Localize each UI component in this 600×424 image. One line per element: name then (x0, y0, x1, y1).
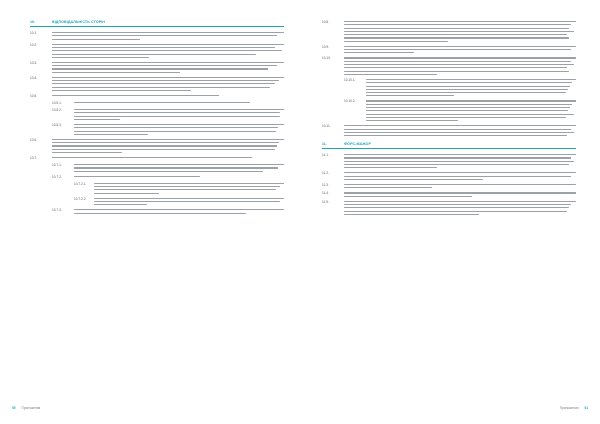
text-line (52, 142, 279, 143)
section-heading-11 (322, 142, 576, 149)
paragraph-p8 (52, 123, 284, 135)
text-line (366, 92, 566, 93)
text-line (94, 204, 147, 205)
text-line (344, 64, 574, 65)
text-line (344, 41, 448, 42)
text-line (344, 211, 567, 212)
text-line (52, 149, 275, 150)
footer-label-right: Приложения (559, 406, 579, 410)
footer-left (12, 406, 40, 410)
paragraph-p7 (52, 108, 284, 120)
section-number: 11. (322, 142, 327, 147)
left-page (30, 20, 284, 217)
text-line (344, 154, 576, 155)
text-line (366, 117, 566, 118)
text-line (344, 172, 576, 173)
paragraph-text (52, 43, 284, 58)
paragraph-text (52, 76, 284, 91)
text-line (94, 198, 284, 199)
text-line (52, 32, 284, 33)
text-line (52, 50, 282, 51)
paragraph-r9 (322, 183, 576, 188)
paragraph-number: 10.1. (30, 31, 38, 35)
footer-right (560, 406, 588, 410)
text-line (344, 167, 437, 168)
paragraph-text (74, 123, 284, 135)
text-line (344, 192, 576, 193)
text-line (94, 193, 159, 194)
text-line (344, 61, 571, 62)
paragraph-r3 (322, 56, 576, 75)
paragraph-text (366, 78, 576, 97)
text-line (344, 187, 432, 188)
text-line (52, 57, 149, 58)
paragraph-number: 11.2. (322, 171, 329, 176)
paragraph-number: 10.7.2. (52, 174, 62, 179)
text-line (74, 102, 250, 103)
footer-label-left: Приложения (21, 406, 41, 410)
paragraph-text (52, 138, 284, 153)
text-line (344, 125, 576, 126)
section-title: ВІДПОВІДАЛЬНІСТЬ СТОРІН (52, 20, 106, 24)
text-line (74, 127, 278, 128)
text-line (74, 124, 284, 125)
text-line (344, 214, 479, 215)
text-line (52, 39, 140, 40)
paragraph-number: 10.2. (30, 42, 38, 47)
paragraph-r4 (344, 78, 576, 97)
text-line (52, 47, 275, 48)
text-line (366, 110, 568, 111)
paragraph-number: 10.7.2.1. (74, 181, 87, 186)
page-number-left: 50 (12, 406, 16, 410)
text-line (74, 209, 284, 210)
text-line (52, 95, 219, 96)
text-line (74, 131, 276, 132)
paragraph-r1 (322, 20, 576, 42)
paragraph-p14 (74, 197, 284, 206)
paragraph-number: 10.7.1. (52, 163, 62, 168)
paragraph-text (94, 182, 284, 194)
text-line (344, 24, 571, 25)
text-line (344, 157, 571, 158)
text-line (366, 107, 570, 108)
paragraph-p3 (30, 61, 284, 73)
text-line (344, 31, 574, 32)
paragraph-number: 10.3. (30, 60, 38, 65)
text-line (52, 54, 256, 55)
paragraph-p15 (52, 208, 284, 213)
text-line (94, 186, 280, 187)
text-line (366, 86, 570, 87)
text-line (344, 71, 569, 72)
paragraph-r2 (322, 45, 576, 54)
text-line (344, 164, 569, 165)
paragraph-number: 10.5.1. (52, 101, 62, 106)
text-line (74, 164, 284, 165)
text-line (344, 201, 576, 202)
paragraph-number: 10.7.2.2. (74, 196, 87, 201)
paragraph-p6 (52, 101, 284, 105)
text-line (52, 157, 252, 158)
paragraph-number: 10.10.1. (344, 77, 356, 82)
text-line (74, 171, 263, 172)
paragraph-text (52, 61, 284, 73)
paragraph-text (344, 153, 576, 168)
text-line (344, 135, 567, 136)
paragraph-number: 10.5.3. (52, 122, 62, 127)
text-line (52, 152, 122, 153)
text-line (366, 79, 576, 80)
paragraph-p4 (30, 76, 284, 91)
text-line (52, 77, 284, 78)
paragraph-p2 (30, 43, 284, 58)
paragraph-text (366, 99, 576, 121)
text-line (344, 57, 576, 58)
paragraph-number: 10.4. (30, 75, 38, 80)
paragraph-number: 10.9. (322, 44, 330, 49)
paragraph-text (344, 191, 576, 196)
text-line (74, 112, 280, 113)
paragraph-p13 (74, 182, 284, 194)
paragraph-number: 10.7. (30, 156, 38, 161)
paragraph-number: 10.6. (30, 137, 38, 142)
text-line (366, 104, 572, 105)
page-number-right: 51 (584, 406, 588, 410)
text-line (344, 204, 571, 205)
text-line (344, 74, 437, 75)
text-line (74, 213, 246, 214)
text-line (344, 196, 472, 197)
paragraph-number: 11.5. (322, 199, 329, 204)
paragraph-p5 (30, 94, 284, 98)
paragraph-number: 10.7.3. (52, 208, 62, 213)
text-line (74, 119, 120, 120)
paragraph-text (74, 108, 284, 120)
text-line (344, 28, 569, 29)
text-line (52, 65, 277, 66)
text-line (52, 87, 270, 88)
section-heading-10 (30, 20, 284, 27)
paragraph-text (344, 124, 576, 136)
right-paragraphs-bottom (322, 153, 576, 215)
text-line (344, 129, 571, 130)
section-title: ФОРС-МАЖОР (344, 142, 371, 147)
paragraph-p11 (52, 163, 284, 172)
text-line (366, 89, 568, 90)
paragraph-text (52, 94, 284, 96)
paragraph-text (74, 208, 284, 213)
text-line (344, 37, 569, 38)
paragraph-text (344, 20, 576, 42)
paragraph-r8 (322, 171, 576, 180)
paragraph-number: 10.10. (322, 56, 331, 61)
text-line (94, 201, 280, 202)
paragraph-r5 (344, 99, 576, 121)
paragraph-text (74, 175, 284, 177)
text-line (52, 80, 279, 81)
text-line (94, 189, 276, 190)
text-line (344, 176, 571, 177)
text-line (344, 184, 576, 185)
text-line (74, 109, 284, 110)
text-line (52, 72, 180, 73)
text-line (366, 95, 454, 96)
paragraph-p1 (30, 31, 284, 40)
paragraph-text (52, 156, 284, 158)
paragraph-text (344, 45, 576, 54)
text-line (366, 100, 576, 101)
text-line (52, 68, 268, 69)
text-line (52, 139, 284, 140)
paragraph-p10 (30, 156, 284, 160)
paragraph-number: 10.8. (322, 20, 330, 24)
paragraph-number: 10.5. (30, 94, 38, 99)
text-line (344, 21, 576, 22)
paragraph-text (74, 163, 284, 172)
text-line (52, 35, 277, 36)
paragraph-number: 10.5.2. (52, 108, 62, 113)
paragraph-text (344, 183, 576, 188)
text-line (344, 132, 574, 133)
paragraph-p12 (52, 175, 284, 179)
paragraph-text (344, 56, 576, 75)
text-line (344, 34, 567, 35)
paragraph-r6 (322, 124, 576, 136)
section-number: 10. (30, 20, 35, 24)
right-page (322, 20, 576, 218)
left-paragraphs (30, 31, 284, 214)
text-line (52, 44, 284, 45)
paragraph-r11 (322, 200, 576, 215)
text-line (52, 62, 284, 63)
text-line (344, 49, 571, 50)
text-line (52, 83, 275, 84)
text-line (344, 46, 576, 47)
paragraph-p9 (30, 138, 284, 153)
text-line (366, 120, 458, 121)
paragraph-number: 10.10.2. (344, 99, 356, 104)
text-line (344, 67, 567, 68)
paragraph-text (94, 197, 284, 206)
paragraph-r10 (322, 191, 576, 196)
paragraph-number: 10.11. (322, 124, 331, 129)
text-line (74, 167, 278, 168)
text-line (366, 114, 574, 115)
paragraph-number: 11.4. (322, 191, 329, 196)
text-line (74, 134, 148, 135)
paragraph-number: 11.1. (322, 153, 329, 158)
text-line (344, 207, 569, 208)
text-line (366, 82, 572, 83)
text-line (94, 183, 284, 184)
paragraph-text (344, 171, 576, 180)
text-line (74, 116, 280, 117)
paragraph-text (52, 31, 284, 40)
paragraph-text (74, 101, 284, 103)
text-line (74, 176, 200, 177)
right-paragraphs-top (322, 20, 576, 136)
text-line (52, 145, 277, 146)
text-line (52, 90, 191, 91)
paragraph-number: 11.3. (322, 183, 329, 188)
text-line (344, 52, 414, 53)
paragraph-r7 (322, 153, 576, 168)
text-line (344, 179, 483, 180)
text-line (344, 161, 574, 162)
paragraph-text (344, 200, 576, 215)
